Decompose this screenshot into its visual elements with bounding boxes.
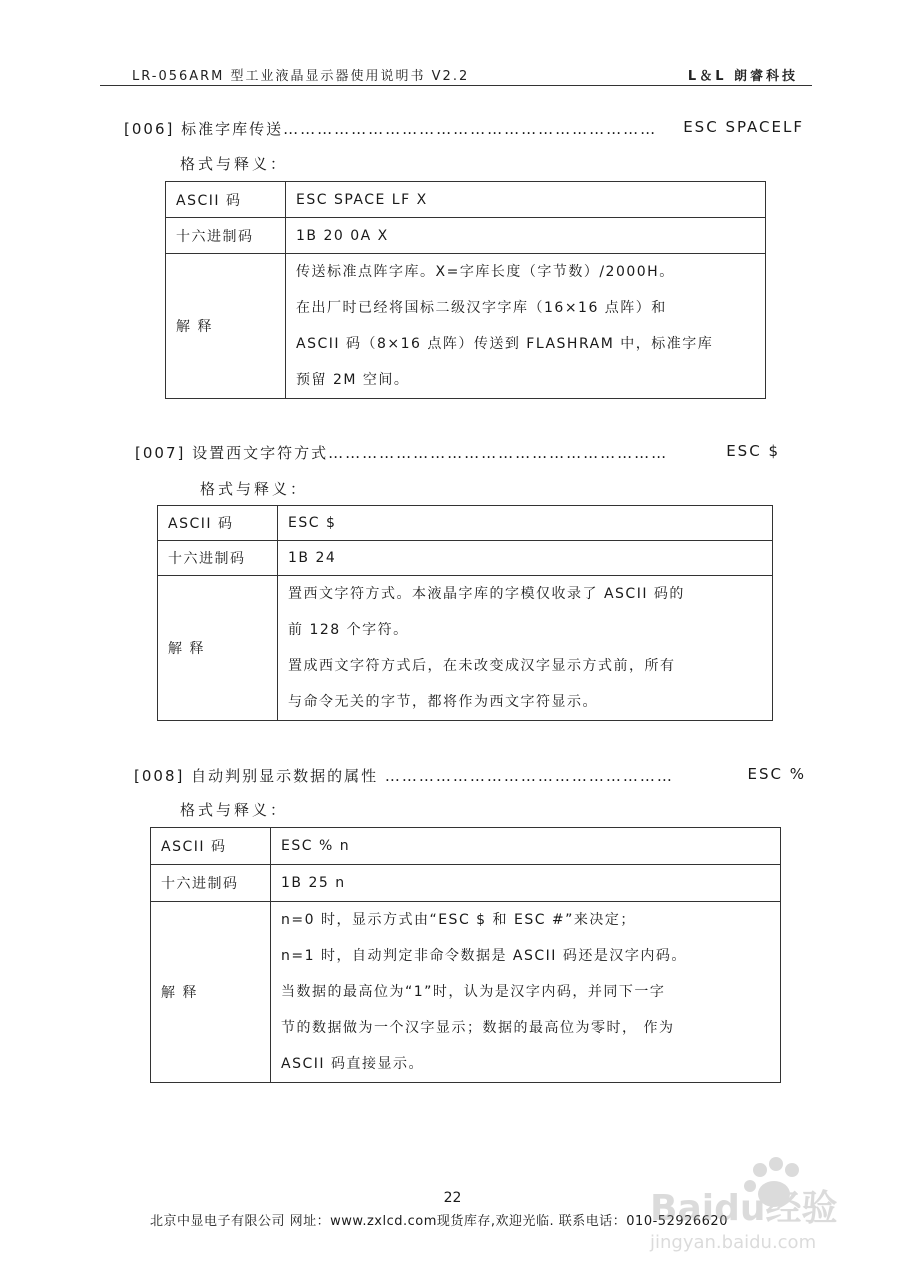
- table-value: ESC $: [278, 506, 773, 541]
- section-command: ESC $: [726, 442, 780, 460]
- table-row: [158, 506, 773, 541]
- table-row: [166, 254, 766, 399]
- table-row: [151, 865, 781, 902]
- description-line: n=1 时，自动判定非命令数据是 ASCII 码还是汉字内码。: [281, 948, 687, 964]
- section-title: [124, 118, 804, 139]
- page-number: 22: [443, 1190, 462, 1206]
- description-line: 传送标准点阵字库。X=字库长度（字节数）/2000H。: [296, 264, 675, 280]
- document-title: LR-056ARM 型工业液晶显示器使用说明书 V2.2: [132, 69, 470, 84]
- description-line: 在出厂时已经将国标二级汉字字库（16×16 点阵）和: [296, 300, 667, 316]
- description-line: 与命令无关的字节，都将作为西文字符显示。: [288, 694, 598, 710]
- section-command: ESC %: [747, 765, 806, 783]
- command-table: [150, 827, 781, 1083]
- table-value: ESC SPACE LF X: [286, 182, 766, 218]
- description-line: ASCII 码（8×16 点阵）传送到 FLASHRAM 中，标准字库: [296, 336, 714, 352]
- description-line: n=0 时，显示方式由“ESC $ 和 ESC #”来决定；: [281, 912, 636, 928]
- section-heading: [006] 标准字库传送…………………………………………………………: [124, 120, 658, 138]
- baidu-jingyan-watermark-icon: [640, 1140, 880, 1260]
- table-key: 解 释: [166, 254, 286, 399]
- company-name: L＆L 朗睿科技: [687, 69, 798, 84]
- command-table: [157, 505, 773, 721]
- section-title: [135, 442, 780, 463]
- table-key: 解 释: [158, 576, 278, 721]
- table-value: ESC % n: [271, 828, 781, 865]
- watermark-url: jingyan.baidu.com: [650, 1232, 817, 1253]
- table-description: [286, 254, 766, 399]
- table-row: [166, 182, 766, 218]
- section-heading: [007] 设置西文字符方式……………………………………………………: [135, 444, 669, 462]
- table-row: [151, 828, 781, 865]
- header-divider: [100, 85, 812, 86]
- description-line: ASCII 码直接显示。: [281, 1056, 424, 1072]
- table-value: 1B 24: [278, 541, 773, 576]
- description-line: 预留 2M 空间。: [296, 372, 410, 388]
- table-key: 十六进制码: [151, 865, 271, 902]
- table-key: ASCII 码: [151, 828, 271, 865]
- table-description: [278, 576, 773, 721]
- table-row: [158, 576, 773, 721]
- table-key: 十六进制码: [158, 541, 278, 576]
- table-key: 解 释: [151, 902, 271, 1083]
- format-subtitle: 格式与释义：: [200, 480, 309, 498]
- table-value: 1B 20 0A X: [286, 218, 766, 254]
- table-key: ASCII 码: [166, 182, 286, 218]
- table-row: [151, 902, 781, 1083]
- table-row: [158, 541, 773, 576]
- description-line: 当数据的最高位为“1”时，认为是汉字内码，并同下一字: [281, 984, 666, 1000]
- description-line: 前 128 个字符。: [288, 622, 409, 638]
- page-header: [100, 63, 812, 87]
- table-key: 十六进制码: [166, 218, 286, 254]
- description-line: 置西文字符方式。本液晶字库的字模仅收录了 ASCII 码的: [288, 586, 685, 602]
- format-subtitle: 格式与释义：: [180, 801, 289, 819]
- command-table: [165, 181, 766, 399]
- section-title: [134, 765, 806, 786]
- table-row: [166, 218, 766, 254]
- table-key: ASCII 码: [158, 506, 278, 541]
- description-line: 节的数据做为一个汉字显示；数据的最高位为零时， 作为: [281, 1020, 675, 1036]
- table-value: 1B 25 n: [271, 865, 781, 902]
- description-line: 置成西文字符方式后，在未改变成汉字显示方式前，所有: [288, 658, 676, 674]
- format-subtitle: 格式与释义：: [180, 155, 289, 173]
- page-footer: 北京中显电子有限公司 网址：www.zxlcd.com现货库存,欢迎光临. 联系电话：010-52926620: [150, 1214, 728, 1229]
- section-heading: [008] 自动判别显示数据的属性 ……………………………………………: [134, 767, 674, 785]
- section-command: ESC SPACELF: [683, 118, 804, 136]
- watermark-brand: Baidu经验: [650, 1188, 838, 1229]
- table-description: [271, 902, 781, 1083]
